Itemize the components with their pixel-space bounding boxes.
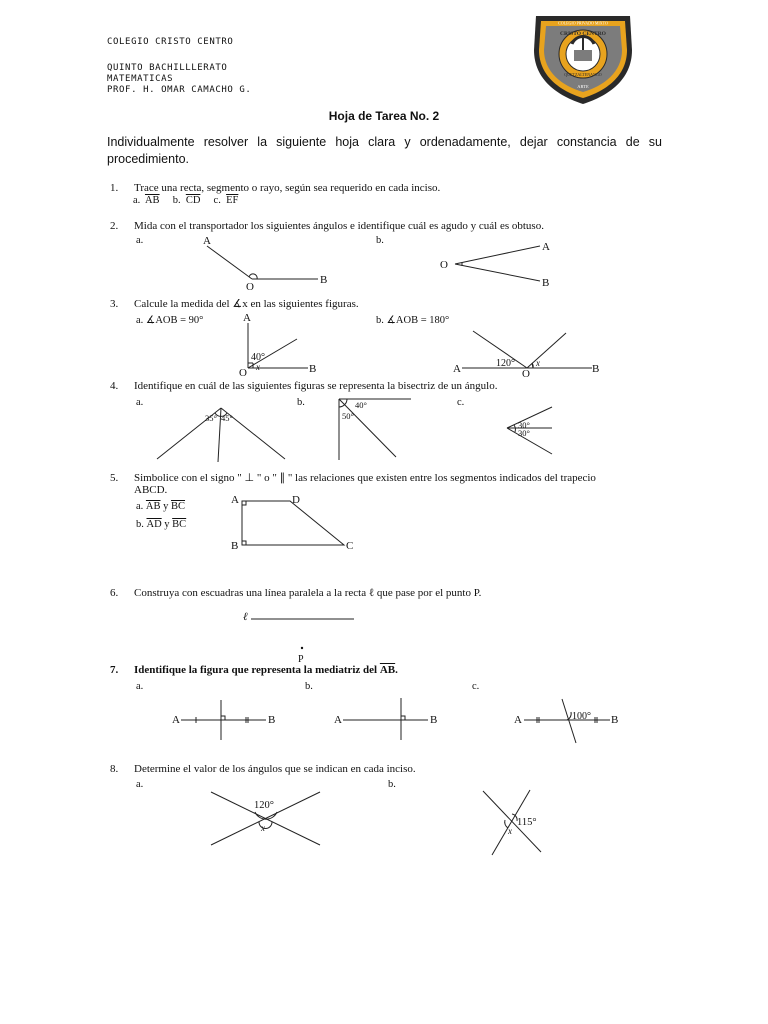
q3b-label-A: A — [453, 363, 461, 375]
q1-options: a. $\overline{AB}$ b. $\overline{CD}$ c. $\overline{EF}$ — [133, 195, 239, 206]
q5-vertex-B: B — [231, 540, 239, 552]
q5-vertex-C: C — [346, 540, 354, 552]
q7-sub-b: b. — [305, 681, 313, 692]
question-8: 8. Determine el valor de los ángulos que se indican en cada inciso. — [110, 763, 416, 775]
q8a-var: x — [261, 823, 265, 833]
segment-ef-label: $\overline{EF}$ — [226, 195, 239, 206]
q6-point-P — [301, 647, 303, 649]
question-6: 6. Construya con escuadras una línea paralela a la recta ℓ que pase por el punto P. — [110, 587, 482, 599]
q2b-label-A: A — [542, 241, 550, 253]
q7-figure-b — [343, 698, 428, 740]
q2a-label-O: O — [246, 281, 254, 293]
question-4: 4. Identifique en cuál de las siguientes figuras se representa la bisectriz de un ángulo. — [110, 380, 498, 392]
q7-segment-label: $\overline{AB}$ — [379, 664, 396, 676]
q2a-label-A: A — [203, 235, 211, 247]
q4a-angle-2: 45° — [221, 413, 233, 423]
q3b-angle: 120° — [496, 358, 515, 369]
q3a-angle: 40° — [251, 352, 265, 363]
q8-sub-b: b. — [388, 779, 396, 790]
q8b-var: x — [508, 826, 512, 836]
q2a-label-B: B — [320, 274, 328, 286]
q7a-label-B: B — [268, 714, 276, 726]
q3a-label-A: A — [243, 312, 251, 324]
question-2: 2. Mida con el transportador los siguientes ángulos e identifique cuál es agudo y cuál es obtuso. — [110, 220, 544, 232]
school-name: COLEGIO CRISTO CENTRO — [107, 37, 234, 47]
q7a-label-A: A — [172, 714, 180, 726]
crest-bottom-text: ARTE — [577, 84, 589, 89]
q7-figure-c — [524, 699, 610, 743]
q3b-label-B: B — [592, 363, 600, 375]
q2b-label-O: O — [440, 259, 448, 271]
q4a-angle-1: 35° — [205, 413, 217, 423]
question-5: 5. Simbolice con el signo " ⊥ " o " ∥ " las relaciones que existen entre los segmentos indicados del trapecio — [110, 472, 596, 484]
segment-cd-label: $\overline{CD}$ — [185, 195, 201, 206]
q7c-label-A: A — [514, 714, 522, 726]
grade-line: QUINTO BACHILLLERATO — [107, 63, 228, 73]
crest-city: QUETZALTENANGO — [564, 72, 602, 77]
instructions-paragraph: Individualmente resolver la siguiente hoja clara y ordenadamente, dejar constancia de su procedimiento. — [107, 135, 662, 166]
q4-sub-a: a. — [136, 397, 144, 408]
q3a-label-B: B — [309, 363, 317, 375]
q5-line2: ABCD. — [134, 484, 168, 496]
q7b-label-B: B — [430, 714, 438, 726]
q3-figure-b — [462, 331, 592, 368]
q4c-angle-1: 30° — [518, 420, 530, 430]
q5-pair-a: a. $\overline{AB}$ y $\overline{BC}$ — [136, 501, 186, 512]
q7c-label-B: B — [611, 714, 619, 726]
q5-vertex-A: A — [231, 494, 239, 506]
q7-sub-a: a. — [136, 681, 144, 692]
q5-pair-b: b. $\overline{AD}$ y $\overline{BC}$ — [136, 519, 187, 530]
question-3: 3. Calcule la medida del ∡x en las siguientes figuras. — [110, 298, 359, 310]
q4-sub-b: b. — [297, 397, 305, 408]
q4b-angle-2: 50° — [342, 411, 354, 421]
crest-name: CRISTO CENTRO — [560, 31, 606, 37]
q7-figure-a — [181, 700, 266, 740]
q8b-angle: 115° — [517, 817, 537, 828]
q3-sub-a: a. ∡AOB = 90° — [136, 315, 204, 326]
q2b-label-B: B — [542, 277, 550, 289]
q4-sub-c: c. — [457, 397, 465, 408]
q5-trapezoid — [242, 501, 344, 545]
q6-point-label: P — [298, 654, 304, 665]
q3a-label-O: O — [239, 367, 247, 379]
teacher-line: PROF. H. OMAR CAMACHO G. — [107, 85, 252, 95]
q2-figure-a — [207, 246, 318, 279]
q7c-angle: 100° — [572, 711, 591, 722]
q6-line-label: ℓ — [243, 611, 248, 623]
segment-ab-label: $\overline{AB}$ — [144, 195, 160, 206]
q3-sub-b: b. ∡AOB = 180° — [376, 315, 450, 326]
q8-sub-a: a. — [136, 779, 144, 790]
q3a-var: x — [256, 362, 260, 372]
q3b-var: x — [536, 358, 540, 368]
q5-vertex-D: D — [292, 494, 300, 506]
q2-sub-a: a. — [136, 235, 144, 246]
question-1: 1. Trace una recta, segmento o rayo, según sea requerido en cada inciso. — [110, 182, 441, 194]
q4-figure-b — [339, 399, 411, 460]
q4c-angle-2: 30° — [518, 428, 530, 438]
q2-sub-b: b. — [376, 235, 384, 246]
q3b-label-O: O — [522, 368, 530, 380]
q2-figure-b — [455, 246, 540, 281]
page-title: Hoja de Tarea No. 2 — [328, 109, 440, 123]
q4b-angle-1: 40° — [355, 400, 367, 410]
subject-line: MATEMATICAS — [107, 74, 174, 84]
crest-top-text: COLEGIO PRIVADO MIXTO — [558, 20, 608, 26]
q7b-label-A: A — [334, 714, 342, 726]
q7-sub-c: c. — [472, 681, 480, 692]
question-7: 7. Identifique la figura que representa la mediatriz del $\overline{AB}$. — [110, 664, 398, 676]
q8a-angle: 120° — [254, 800, 274, 811]
